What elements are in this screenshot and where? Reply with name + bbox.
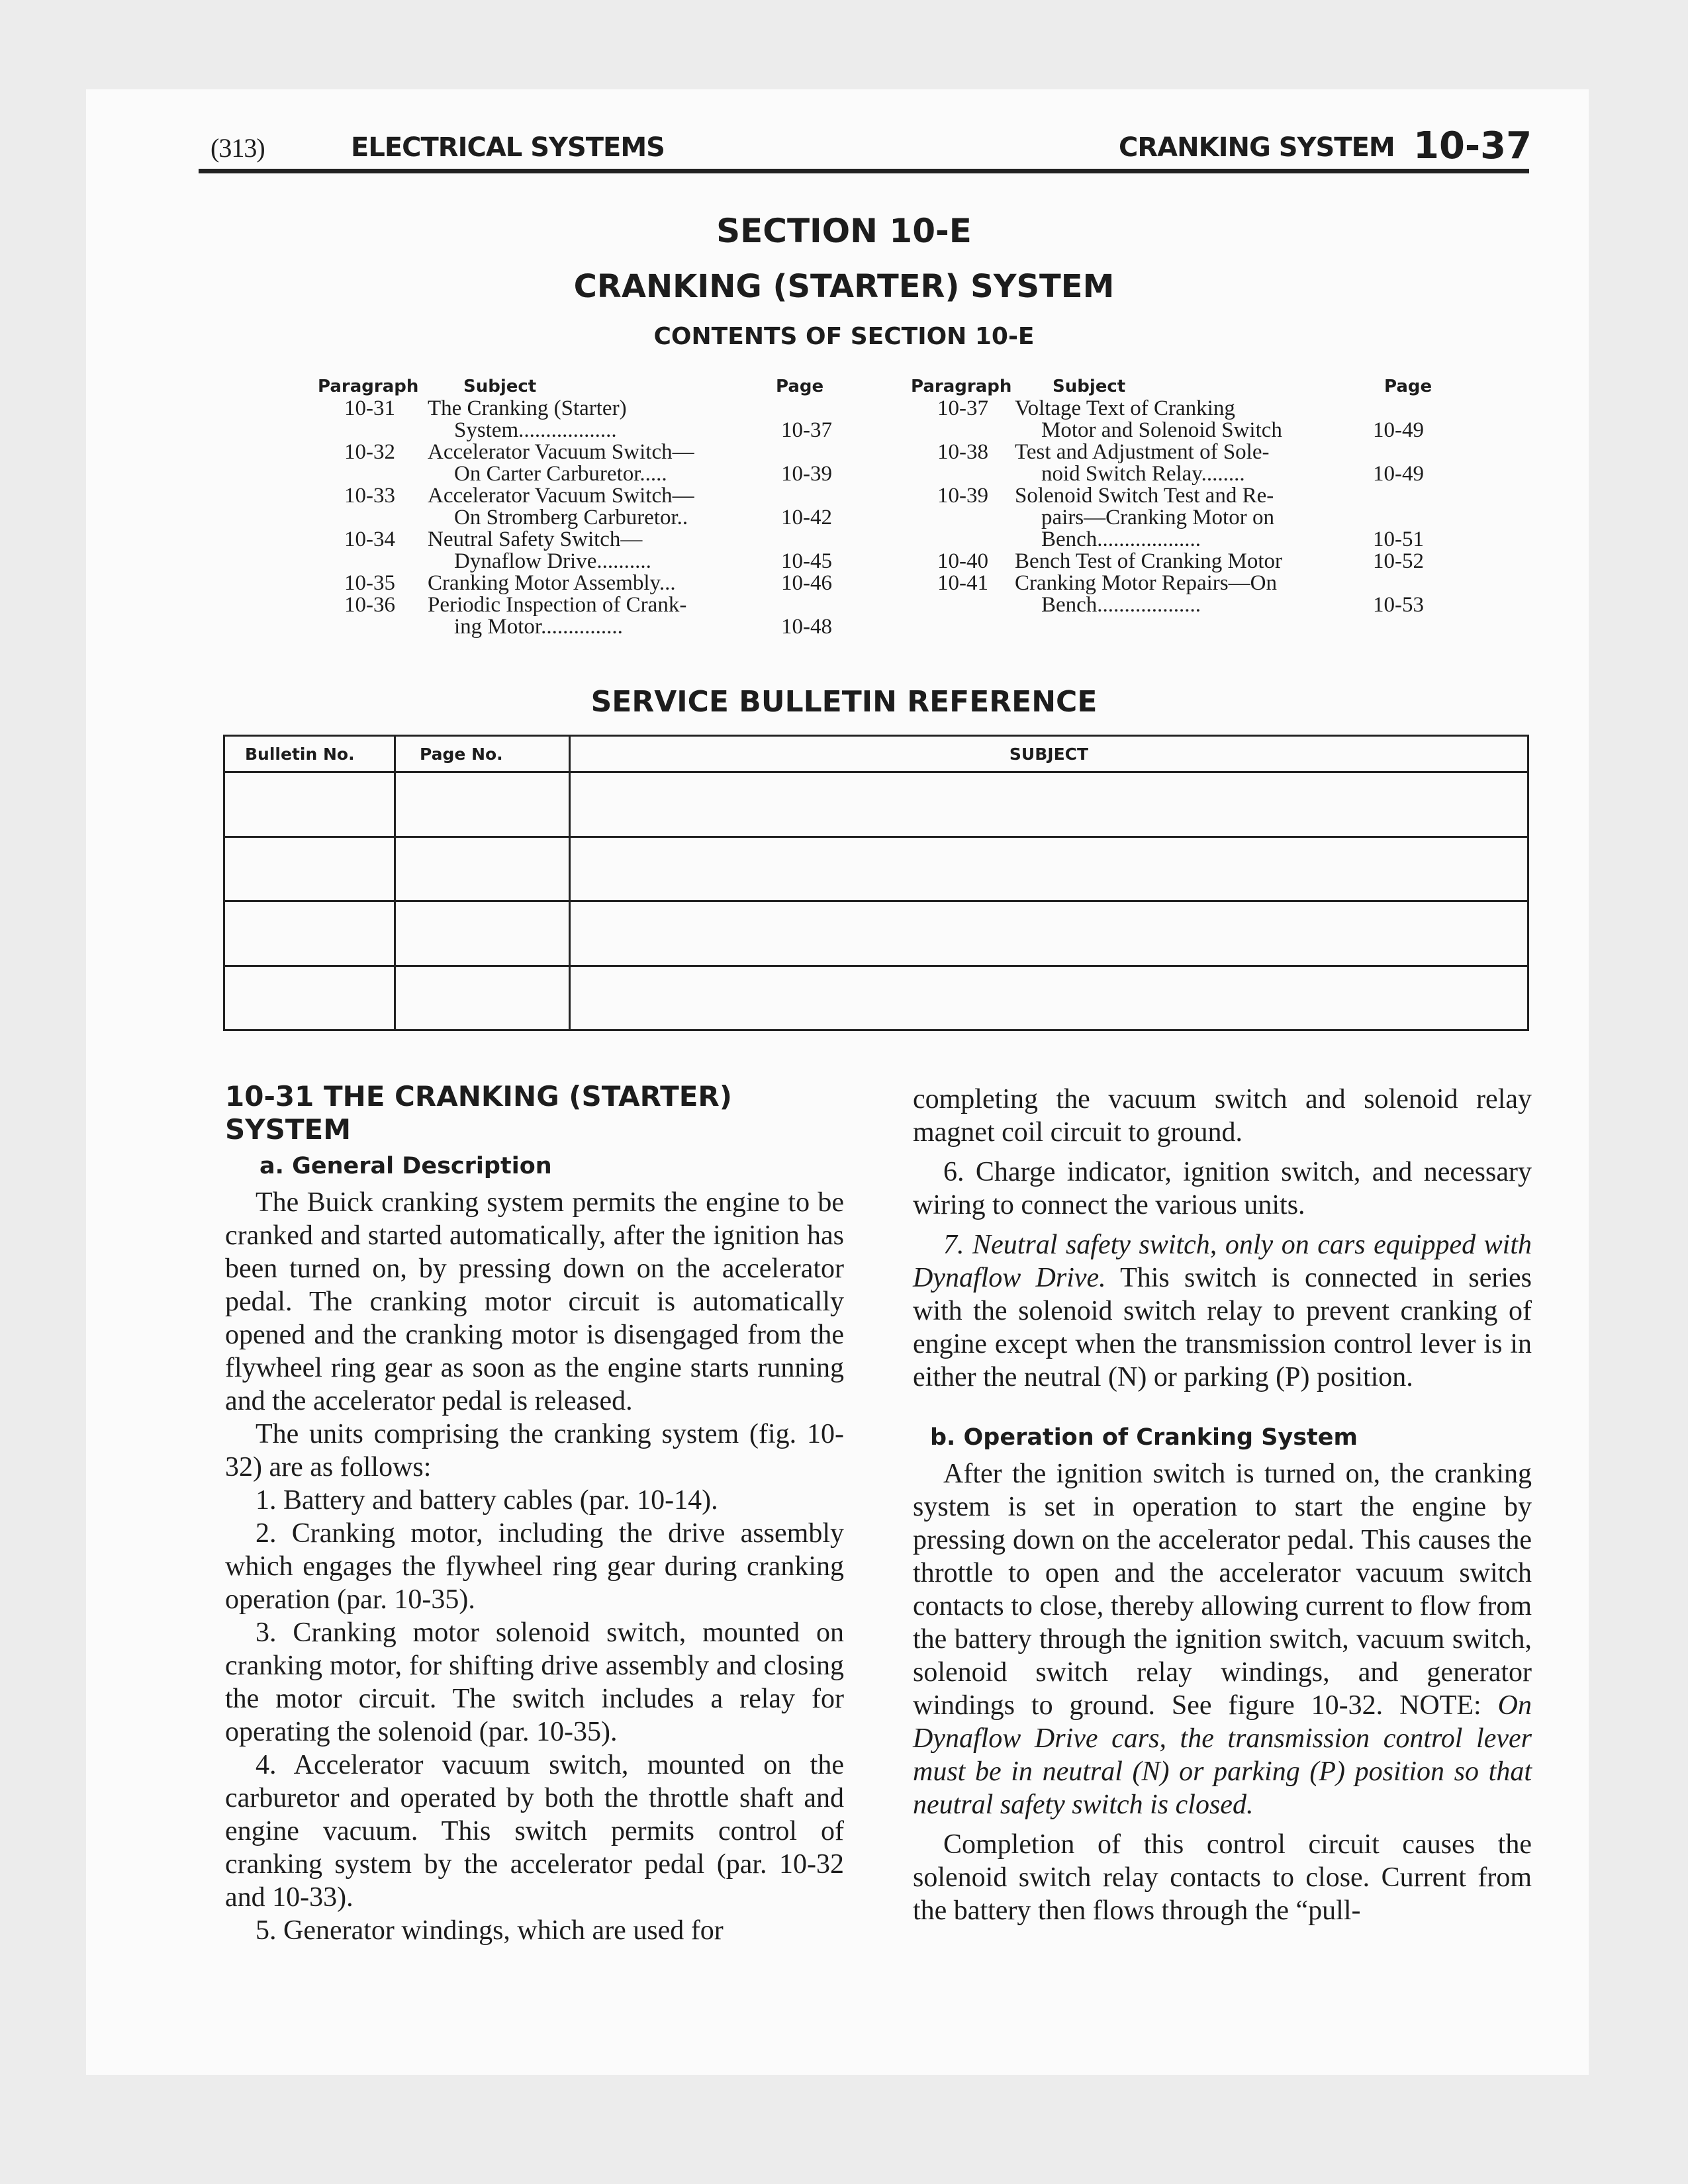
toc-subject: System.................. <box>454 418 617 442</box>
contents-title: CONTENTS OF SECTION 10-E <box>653 323 1035 350</box>
table-row <box>224 966 1528 1030</box>
col-page: Page <box>776 377 824 396</box>
toc-entry-line <box>911 485 1440 507</box>
toc-page-number: 10-52 <box>1373 549 1424 573</box>
toc-paragraph-number: 10-39 <box>937 484 988 508</box>
toc-subject: Dynaflow Drive.......... <box>454 549 651 573</box>
toc-entry-line <box>911 551 1440 572</box>
toc-page-number: 10-48 <box>781 615 832 639</box>
toc-paragraph-number: 10-33 <box>344 484 395 508</box>
toc-right <box>911 376 1440 616</box>
table-header-row <box>224 736 1528 772</box>
toc-entry-line <box>911 529 1440 551</box>
paragraph: The units comprising the cranking system (fig. 10-32) are as follows: <box>225 1419 844 1482</box>
toc-subject: Test and Adjustment of Sole- <box>1015 440 1270 464</box>
toc-subject: The Cranking (Starter) <box>428 396 627 420</box>
text: This switch is connected in series with the solenoid switch relay to prevent cranking of engine except when the transmission control lever is in either the neutral (N) or parking (P) position. <box>913 1263 1532 1392</box>
toc-entry-line <box>318 420 847 441</box>
toc-paragraph-number: 10-36 <box>344 593 395 617</box>
toc-entry-line <box>318 572 847 594</box>
col-paragraph: Paragraph <box>318 377 419 396</box>
toc-entry-line <box>318 616 847 638</box>
toc-subject: Periodic Inspection of Crank- <box>428 593 687 617</box>
subheading-operation: b. Operation of Cranking System <box>930 1424 1358 1451</box>
paragraph: Completion of this control circuit causes the solenoid switch relay contacts to close. Current from the battery then flows through the “pull- <box>913 1829 1532 1926</box>
toc-entry-line <box>318 529 847 551</box>
header-rule <box>199 169 1529 173</box>
page-code: 10-37 <box>1413 124 1532 167</box>
col-page-no: Page No. <box>395 736 570 772</box>
paragraph: 4. Accelerator vacuum switch, mounted on the carburetor and operated by both the throttle shaft and engine vacuum. This switch permits control of cranking system by the accelerator pedal (par. 10-32 and 10-33). <box>225 1750 844 1913</box>
paragraph <box>913 1228 1532 1394</box>
toc-entry-line <box>318 398 847 420</box>
toc-entry-line <box>911 441 1440 463</box>
col-page: Page <box>1384 377 1432 396</box>
paragraph: 6. Charge indicator, ignition switch, and necessary wiring to connect the various units. <box>913 1157 1532 1220</box>
toc-page-number: 10-49 <box>1373 418 1424 442</box>
toc-entry-line <box>911 507 1440 529</box>
toc-paragraph-number: 10-41 <box>937 571 988 595</box>
col-paragraph: Paragraph <box>911 377 1012 396</box>
col-subject: Subject <box>463 377 537 396</box>
toc-subject: pairs—Cranking Motor on <box>1041 506 1274 529</box>
toc-paragraph-number: 10-35 <box>344 571 395 595</box>
subheading-general-description: a. General Description <box>259 1153 552 1179</box>
toc-entry-line <box>911 420 1440 441</box>
paragraph: completing the vacuum switch and solenoid relay magnet coil circuit to ground. <box>913 1084 1532 1148</box>
toc-entry-line <box>911 594 1440 616</box>
toc-subject: Neutral Safety Switch— <box>428 527 643 551</box>
bulletin-table <box>223 735 1529 1031</box>
toc-header <box>911 376 1440 398</box>
col-bulletin-no: Bulletin No. <box>224 736 395 772</box>
toc-page-number: 10-45 <box>781 549 832 573</box>
toc-entry-line <box>318 551 847 572</box>
toc-page-number: 10-39 <box>781 462 832 486</box>
paragraph: 2. Cranking motor, including the drive assembly which engages the flywheel ring gear during cranking operation (par. 10-35). <box>225 1518 844 1615</box>
col-subject: Subject <box>1053 377 1126 396</box>
section-running-title: CRANKING SYSTEM <box>1119 132 1395 163</box>
toc-entry-line <box>911 572 1440 594</box>
toc-entry-line <box>318 507 847 529</box>
toc-paragraph-number: 10-31 <box>344 396 395 420</box>
paragraph: The Buick cranking system permits the engine to be cranked and started automatically, after the ignition has been turned on, by pressing down on the accelerator pedal. The cranking motor circuit is automatically opened and the cranking motor is disengaged from the flywheel ring gear as soon as the engine starts running and the accelerator pedal is released. <box>225 1187 844 1416</box>
toc-subject: Bench Test of Cranking Motor <box>1015 549 1283 573</box>
toc-paragraph-number: 10-32 <box>344 440 395 464</box>
bulletin-title: SERVICE BULLETIN REFERENCE <box>590 685 1098 719</box>
toc-page-number: 10-49 <box>1373 462 1424 486</box>
toc-page-number: 10-51 <box>1373 527 1424 551</box>
col-subject: SUBJECT <box>570 736 1528 772</box>
toc-header <box>318 376 847 398</box>
toc-subject: Voltage Text of Cranking <box>1015 396 1235 420</box>
paragraph <box>913 1457 1532 1821</box>
toc-page-number: 10-37 <box>781 418 832 442</box>
table-row <box>224 901 1528 966</box>
italic-text: 7. Neutral safety switch, only on cars equipped with Dynaflow Drive. <box>913 1230 1532 1293</box>
section-title: SECTION 10-E <box>716 212 972 250</box>
paragraph: 3. Cranking motor solenoid switch, mounted on cranking motor, for shifting drive assembly and closing the motor circuit. The switch includes a relay for operating the solenoid (par. 10-35). <box>225 1617 844 1747</box>
toc-subject: noid Switch Relay........ <box>1041 462 1245 486</box>
toc-page-number: 10-53 <box>1373 593 1424 617</box>
toc-entry-line <box>911 463 1440 485</box>
toc-entry-line <box>318 463 847 485</box>
toc-subject: On Stromberg Carburetor.. <box>454 506 688 529</box>
toc-page-number: 10-46 <box>781 571 832 595</box>
toc-left <box>318 376 847 638</box>
toc-subject: On Carter Carburetor..... <box>454 462 667 486</box>
text: After the ignition switch is turned on, the cranking system is set in operation to start the engine by pressing down on the accelerator pedal. This causes the throttle to open and the accelerator vacuum switch contacts to close, thereby allowing current to flow from the battery through the ignition switch, vacuum switch, solenoid switch relay windings, and generator windings to ground. See figure 10-32. NOTE: <box>913 1459 1532 1721</box>
table-row <box>224 837 1528 901</box>
left-column <box>225 1080 844 1947</box>
paragraph: 1. Battery and battery cables (par. 10-14). <box>256 1485 718 1516</box>
right-column <box>913 1083 1532 1927</box>
toc-entry-line <box>318 441 847 463</box>
toc-paragraph-number: 10-34 <box>344 527 395 551</box>
toc-entry-line <box>911 398 1440 420</box>
toc-subject: Accelerator Vacuum Switch— <box>428 484 694 508</box>
toc-subject: Cranking Motor Repairs—On <box>1015 571 1277 595</box>
toc-subject: Motor and Solenoid Switch <box>1041 418 1282 442</box>
toc-subject: Solenoid Switch Test and Re- <box>1015 484 1274 508</box>
italic-text: On Dynaflow Drive cars, the transmission control lever must be in neutral (N) or parking (P) position so that neutral safety switch is closed. <box>913 1690 1532 1820</box>
paragraph: 5. Generator windings, which are used for <box>256 1915 724 1946</box>
toc-entry-line <box>318 485 847 507</box>
toc-subject: Bench................... <box>1041 527 1201 551</box>
toc-entry-line <box>318 594 847 616</box>
toc-paragraph-number: 10-40 <box>937 549 988 573</box>
chapter-title: ELECTRICAL SYSTEMS <box>351 132 665 163</box>
toc-subject: Bench................... <box>1041 593 1201 617</box>
heading-10-31: 10-31 THE CRANKING (STARTER) SYSTEM <box>225 1080 732 1146</box>
toc-paragraph-number: 10-37 <box>937 396 988 420</box>
table-row <box>224 772 1528 837</box>
toc-page-number: 10-42 <box>781 506 832 529</box>
toc-subject: Accelerator Vacuum Switch— <box>428 440 694 464</box>
toc-paragraph-number: 10-38 <box>937 440 988 464</box>
toc-subject: Cranking Motor Assembly... <box>428 571 676 595</box>
page-number: (313) <box>211 133 265 163</box>
section-name: CRANKING (STARTER) SYSTEM <box>573 268 1115 305</box>
toc-subject: ing Motor............... <box>454 615 623 639</box>
